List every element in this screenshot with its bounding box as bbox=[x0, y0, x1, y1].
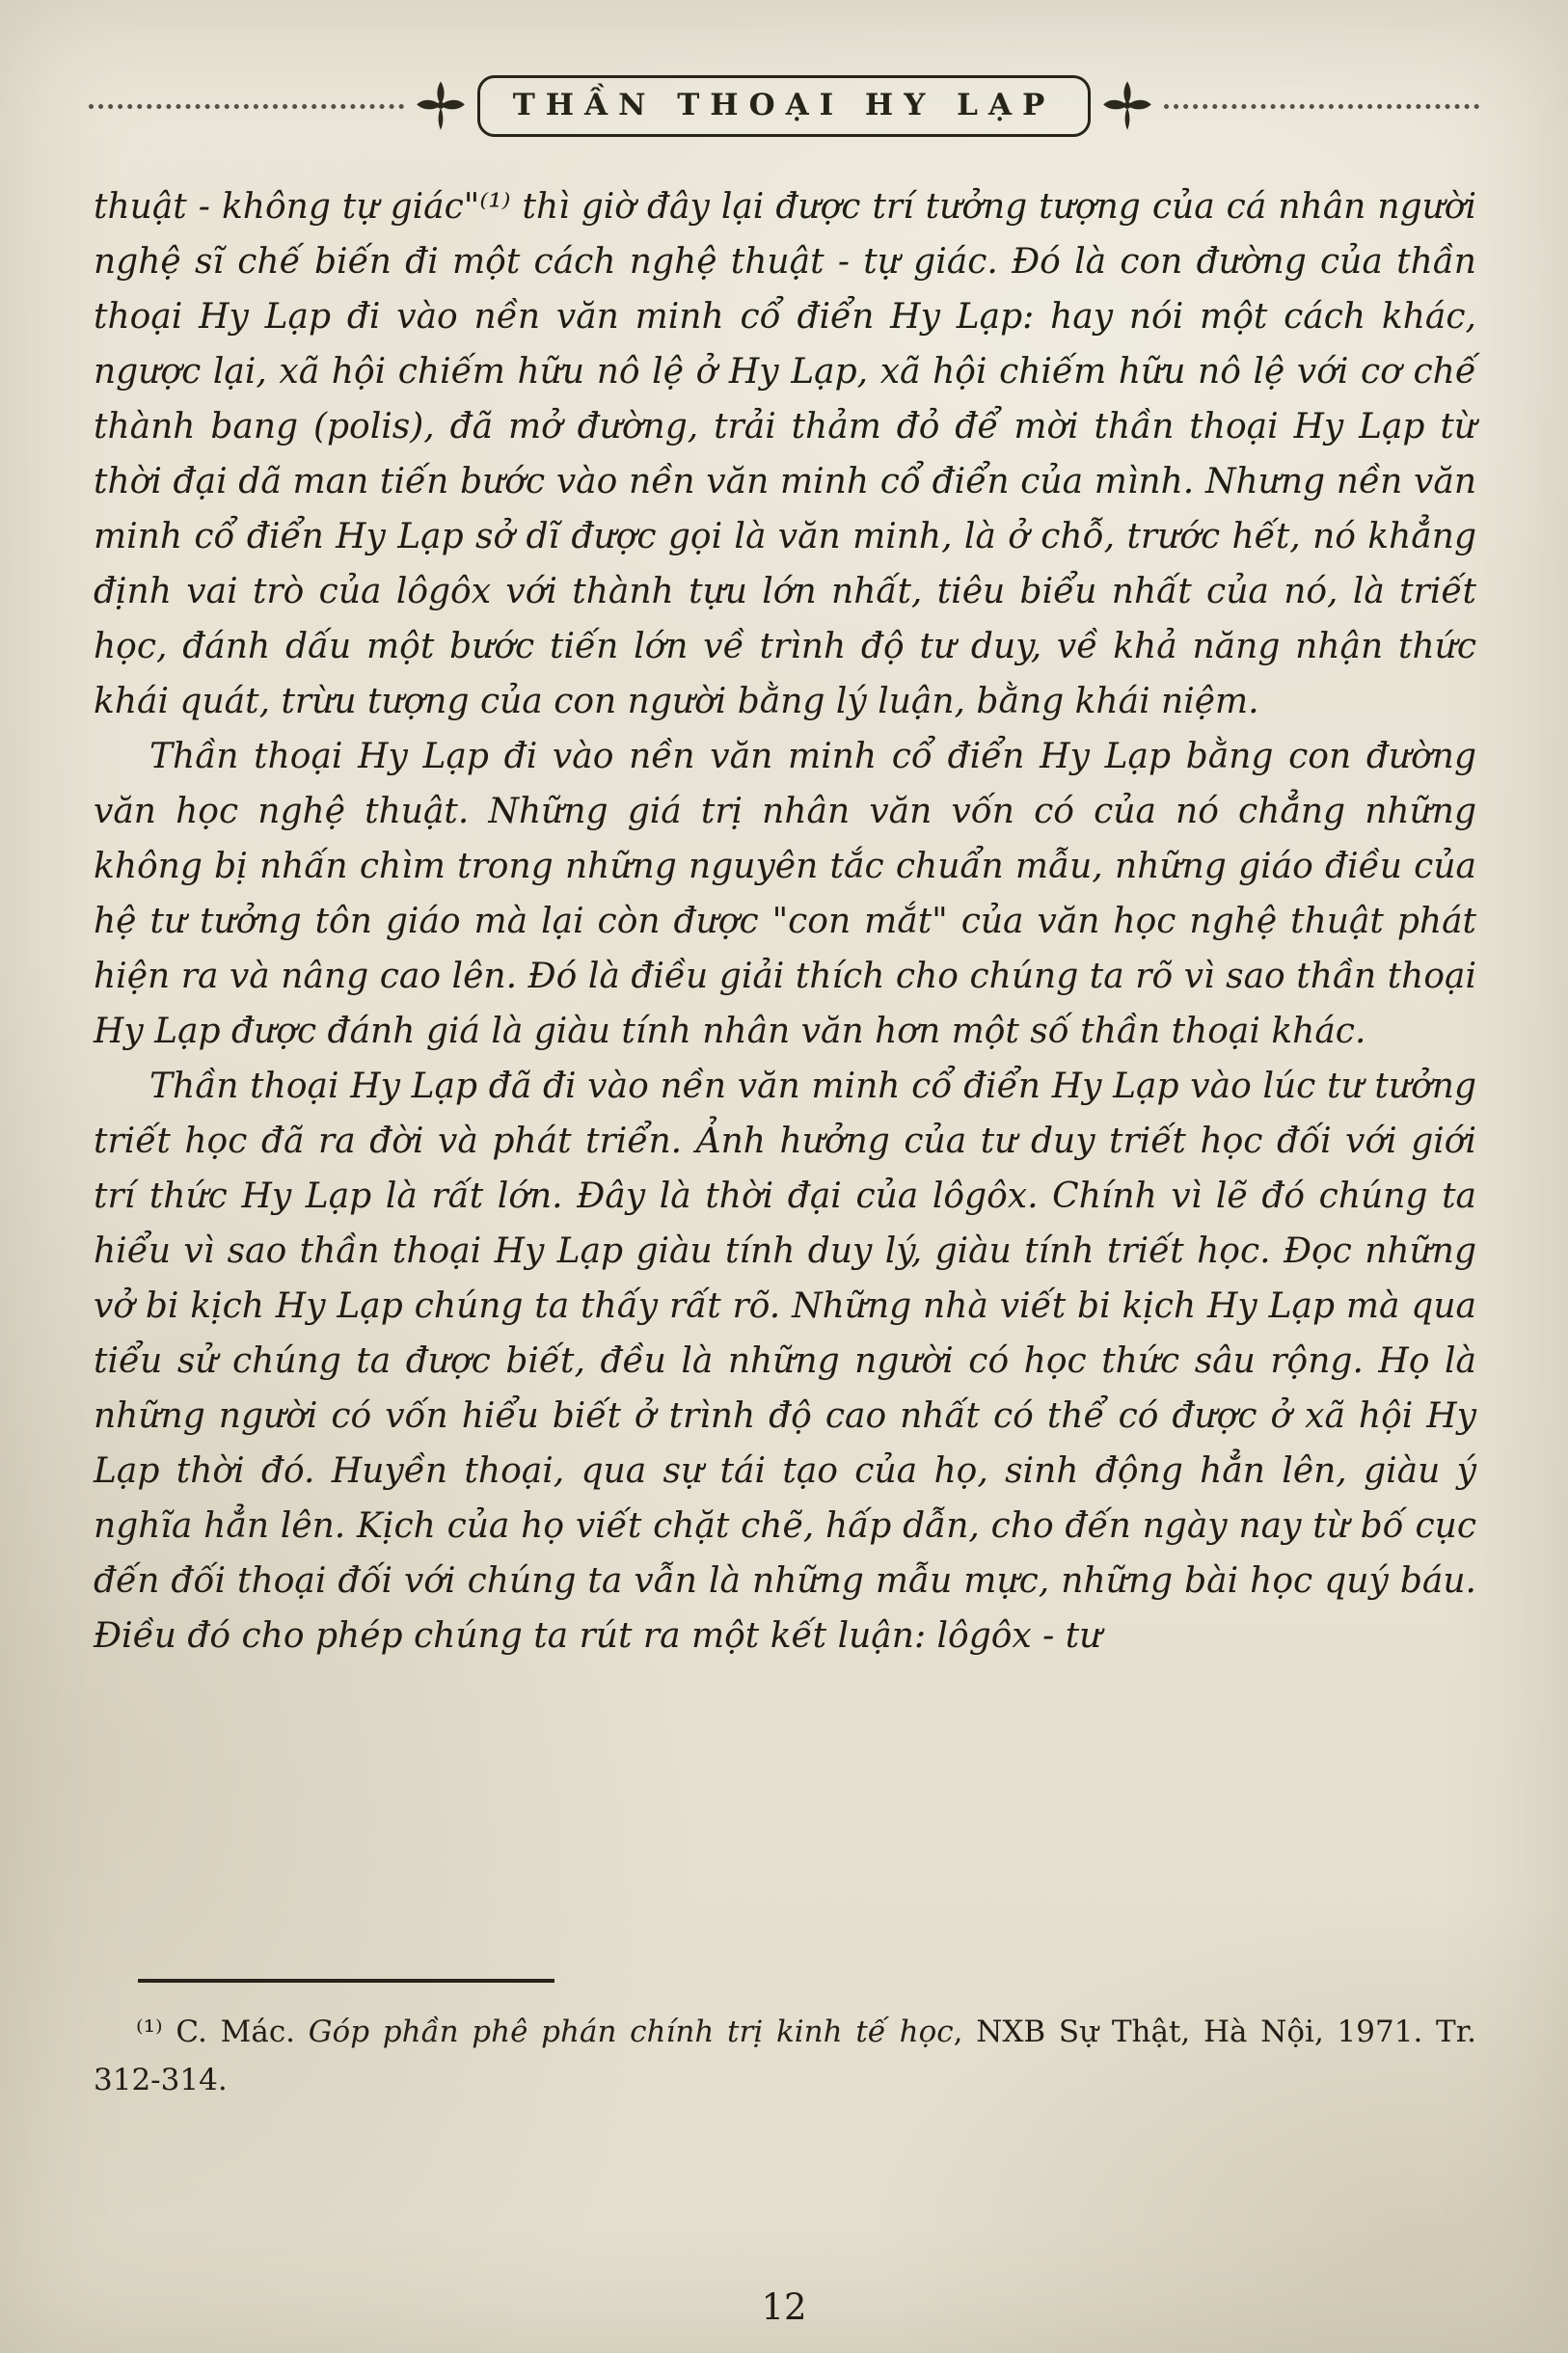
paragraph-3: Thần thoại Hy Lạp đã đi vào nền văn minh cổ điển Hy Lạp vào lúc tư tưởng triết học đã ra đời và phát triển. Ảnh hưởng của tư duy triết học đối với giới trí thức Hy Lạp là rất lớn. Đây là thời đại của lôgôx. Chính vì lẽ đó chúng ta hiểu vì sao thần thoại Hy Lạp giàu tính duy lý, giàu tính triết học. Đọc những vở bi kịch Hy Lạp chúng ta thấy rất rõ. Những nhà viết bi kịch Hy Lạp mà qua tiểu sử chúng ta được biết, đều là những người có học thức sâu rộng. Họ là những người có vốn hiểu biết ở trình độ cao nhất có thể có được ở xã hội Hy Lạp thời đó. Huyền thoại, qua sự tái tạo của họ, sinh động hẳn lên, giàu ý nghĩa hẳn lên. Kịch của họ viết chặt chẽ, hấp dẫn, cho đến ngày nay từ bố cục đến đối thoại đối với chúng ta vẫn là những mẫu mực, những bài học quý báu. Điều đó cho phép chúng ta rút ra một kết luận: lôgôx - tư bbox=[94, 1067, 1476, 1656]
book-title-box bbox=[477, 75, 1092, 137]
page-header bbox=[89, 75, 1479, 137]
floral-ornament-right-icon bbox=[1100, 79, 1154, 133]
page-number: 12 bbox=[761, 2286, 807, 2328]
footnote-rest: , NXB Sự Thật, Hà Nội, 1971. Tr. 312-314. bbox=[94, 2015, 1476, 2097]
paragraph-2: Thần thoại Hy Lạp đi vào nền văn minh cổ điển Hy Lạp bằng con đường văn học nghệ thuật. Những giá trị nhân văn vốn có của nó chẳng những không bị nhấn chìm trong những nguyên tắc chuẩn mẫu, những giáo điều của hệ tư tưởng tôn giáo mà lại còn được "con mắt" của văn học nghệ thuật phát hiện ra và nâng cao lên. Đó là điều giải thích cho chúng ta rõ vì sao thần thoại Hy Lạp được đánh giá là giàu tính nhân văn hơn một số thần thoại khác. bbox=[94, 737, 1476, 1051]
footnote-rule bbox=[138, 1979, 554, 1983]
footnote bbox=[94, 2008, 1476, 2104]
floral-ornament-left-icon bbox=[414, 79, 468, 133]
header-dotted-rule-left bbox=[89, 104, 404, 109]
footnote-author: C. Mác. bbox=[176, 2015, 309, 2049]
footnote-marker: ⁽¹⁾ bbox=[136, 2015, 176, 2049]
book-title: THẦN THOẠI HY LẠP bbox=[512, 88, 1056, 122]
footnote-book-title: Góp phần phê phán chính trị kinh tế học bbox=[308, 2015, 954, 2049]
header-dotted-rule-right bbox=[1164, 104, 1479, 109]
footnote-section bbox=[94, 1979, 1476, 2104]
page-body bbox=[94, 179, 1476, 1663]
paragraph-1: thuật - không tự giác"⁽¹⁾ thì giờ đây lại được trí tưởng tượng của cá nhân người nghệ sĩ chế biến đi một cách nghệ thuật - tự giác. Đó là con đường của thần thoại Hy Lạp đi vào nền văn minh cổ điển Hy Lạp: hay nói một cách khác, ngược lại, xã hội chiếm hữu nô lệ ở Hy Lạp, xã hội chiếm hữu nô lệ với cơ chế thành bang (polis), đã mở đường, trải thảm đỏ để mời thần thoại Hy Lạp từ thời đại dã man tiến bước vào nền văn minh cổ điển của mình. Nhưng nền văn minh cổ điển Hy Lạp sở dĩ được gọi là văn minh, là ở chỗ, trước hết, nó khẳng định vai trò của lôgôx với thành tựu lớn nhất, tiêu biểu nhất của nó, là triết học, đánh dấu một bước tiến lớn về trình độ tư duy, về khả năng nhận thức khái quát, trừu tượng của con người bằng lý luận, bằng khái niệm. bbox=[94, 187, 1476, 721]
